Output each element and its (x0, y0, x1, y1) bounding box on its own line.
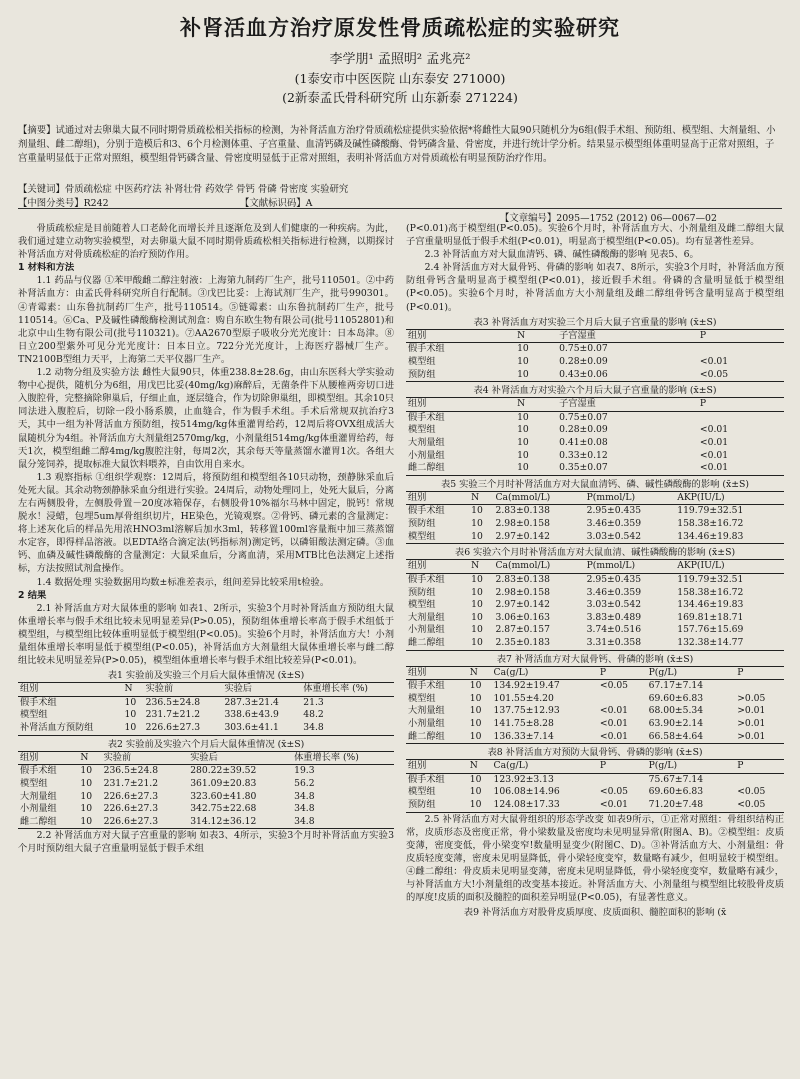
paragraph: 2.5 补肾活血方对大鼠骨组织的形态学改变 如表9所示，①正常对照组：骨组织结构正常，皮质形态及密度正常，骨小梁数量及密度均未见明显异常(附图A、B)。②模型组：皮质变薄，密度变低，骨小梁变窄!数量明显变少(附图C、D)。③补肾活血方大、小剂量组：骨皮质轻度变薄，密度未见明显降低，骨小梁轻度变窄，数量略有减少，但明显较于模型组。④雌二醇组：骨皮质未见明显变薄，密度未见明显降低，骨小梁轻度变窄，数量略有减少，与补肾活血方大!小剂量组的改变基本接近。补肾活血方大、小剂量组与模型组比较股骨皮质的厚度!皮质的面积及髓腔的面积差异明显(P<0.05)，有显著性意义。 (406, 813, 784, 904)
table-cell: 303.6±41.1 (224, 722, 279, 734)
table-cell: 预防组 (408, 368, 436, 380)
table-cell: 10 (471, 586, 483, 598)
table-cell: 3.06±0.163 (495, 611, 550, 623)
table-cell: 10 (469, 786, 482, 798)
column-header: Ca(g/L) (493, 760, 529, 772)
abstract: 【摘要】试通过对去卵巢大鼠不同时期骨质疏松相关指标的检测，为补肾活血方治疗骨质疏松症提供实验依据*将雌性大鼠90只随机分为6组(假手术组、预防组、模型组、大剂量组、小剂量组、雌二醇组)，分别于造模后和3、6个月检测体重、子宫重量、血清钙磷及碱性磷酸酶、骨钙磷含量、骨密度，并进行统计学分析。结果显示模型组体重明显高于正常对照组，子宫重量明显低于正常对照组，模型组骨钙磷含量、骨密度明显低于正常对照组，表明补肾活血方对骨质疏松有明显预防治疗作用。 (18, 125, 776, 164)
table-cell: 68.00±5.34 (648, 705, 704, 717)
table-cell: 361.09±20.83 (190, 777, 257, 789)
table-cell: 假手术组 (20, 696, 57, 708)
paper-title: 补肾活血方治疗原发性骨质疏松症的实验研究 (180, 16, 620, 40)
table-row (406, 799, 784, 812)
table-row (406, 573, 784, 586)
table-cell: 模型组 (20, 709, 48, 721)
table-cell: 10 (471, 624, 483, 636)
table-cell: 0.33±0.12 (559, 449, 608, 461)
table-cell: <0.01 (699, 437, 729, 448)
affiliation-2: (2新泰孟氏骨科研究所 山东新泰 271224) (282, 90, 518, 105)
table-cell: 0.75±0.07 (559, 411, 608, 423)
keywords: 【关键词】骨质疏松症 中医药疗法 补肾壮骨 药效学 骨钙 骨磷 骨密度 实验研究 (18, 184, 349, 195)
table-cell: 0.35±0.07 (559, 462, 608, 474)
column-header: Ca(g/L) (493, 666, 529, 678)
column-header: 组别 (408, 560, 427, 572)
table-cell: <0.01 (599, 730, 629, 742)
table-cell: 大剂量组 (20, 790, 57, 802)
table-cell: 157.76±15.69 (677, 624, 744, 636)
table-cell: 10 (469, 680, 482, 692)
table-row (406, 411, 784, 424)
column-header: 组别 (408, 760, 427, 772)
table-cell: 2.87±0.157 (495, 624, 550, 636)
column-header: P(g/L) (648, 760, 678, 772)
column-header: 实验后 (190, 751, 218, 763)
column-header: 实验前 (103, 751, 132, 763)
table-cell: 2.95±0.435 (586, 573, 642, 585)
table-cell: 226.6±27.3 (145, 722, 201, 734)
table-row (406, 462, 784, 475)
table-cell: 10 (469, 692, 482, 704)
paragraph: 骨质疏松症是目前随着人口老龄化而增长并且逐渐危及到人们健康的一种疾病。为此，我们通过建立动物实验模型，对去卵巢大鼠不同时期骨质疏松相关指标进行检测，以期探讨补肾活血方对骨质疏松症的治疗预防作用。 (18, 223, 394, 261)
table-cell: 137.75±12.93 (493, 705, 560, 717)
table-header-row (406, 560, 784, 574)
table-cell: 75.67±7.14 (648, 773, 704, 785)
column-header: 组别 (408, 666, 427, 678)
column-header: 实验前 (145, 683, 174, 695)
table-cell: <0.01 (599, 717, 629, 729)
column-header: 体重增长率 (%) (294, 751, 359, 763)
table-cell: 124.08±17.33 (493, 799, 560, 811)
column-header: N (469, 760, 478, 772)
table-cell: 假手术组 (408, 343, 445, 355)
table-cell: 323.60±41.80 (190, 790, 257, 802)
table-cell: 模型组 (408, 692, 436, 704)
table-header-row (18, 751, 394, 765)
column-header: P(mmol/L) (586, 491, 636, 503)
table-cell: 假手术组 (20, 765, 57, 777)
table-cell: <0.01 (699, 462, 729, 474)
table-cell (698, 343, 784, 356)
table-row (406, 505, 784, 518)
table-cell: 2.95±0.435 (586, 505, 642, 517)
table-row (406, 437, 784, 450)
table-cell: 287.3±21.4 (224, 696, 279, 708)
article-number: 【文章编号】2095—1752 (2012) 06—0067—02 (500, 213, 717, 224)
column-header: N (471, 491, 480, 503)
table-cell: 模型组 (408, 786, 436, 798)
column-header: 实验后 (224, 683, 252, 695)
table-caption: 表8 补肾活血方对预防大鼠骨钙、骨磷的影响 (x̄±S) (487, 747, 703, 759)
table-cell: <0.05 (737, 786, 766, 798)
table-cell: 314.12±36.12 (190, 815, 257, 827)
table-row (18, 816, 394, 829)
table-row (406, 424, 784, 437)
table-header-row (406, 760, 784, 774)
table-cell: 10 (469, 730, 482, 742)
table-cell: 10 (471, 530, 483, 542)
table-row (406, 450, 784, 463)
column-header: P (737, 760, 744, 772)
table-cell: 34.8 (294, 790, 315, 802)
table-cell: 226.6±27.3 (103, 790, 159, 802)
table-caption: 表6 实验六个月时补肾活血方对大鼠血清、碱性磷酸酶的影响 (x̄±S) (454, 547, 736, 559)
paragraph: 1.4 数据处理 实验数据用均数±标准差表示，组间差异比较采用t检验。 (36, 576, 330, 588)
column-header: P (599, 760, 607, 772)
table-cell: 10 (469, 705, 482, 717)
table-cell: 模型组 (408, 424, 436, 436)
authors: 李学朋¹ 孟照明² 孟兆亮² (329, 52, 471, 67)
table-cell: 10 (517, 355, 529, 367)
table-cell: 小剂量组 (408, 449, 445, 461)
column-header: 组别 (20, 751, 39, 763)
section-heading: 2 结果 (18, 589, 47, 601)
column-header: P(mmol/L) (586, 560, 636, 572)
table-cell: 假手术组 (408, 573, 445, 585)
table-cell: 158.38±16.72 (677, 586, 744, 598)
table-cell: 预防组 (408, 586, 436, 598)
paragraph: 2.3 补肾活血方对大鼠血清钙、磷、碱性磷酸酶的影响 见表5、6。 (424, 249, 699, 261)
table-cell: 10 (517, 368, 529, 380)
table-cell: 169.81±18.71 (677, 611, 744, 623)
table-cell: 10 (471, 505, 483, 517)
table-row (406, 773, 784, 786)
table-cell: 2.98±0.158 (495, 586, 550, 598)
table-cell: 假手术组 (408, 505, 445, 517)
table-cell: 10 (80, 790, 93, 802)
document-code: 【文献标识码】A (240, 198, 313, 209)
table-cell: 123.92±3.13 (493, 773, 554, 785)
table-caption: 表9 补肾活血方对股骨皮质厚度、皮质面积、髓腔面积的影响 (x̄ (463, 907, 727, 919)
table-cell: 236.5±24.8 (103, 765, 159, 777)
table-row (406, 718, 784, 731)
affiliation-1: (1泰安市中医医院 山东泰安 271000) (294, 71, 506, 86)
table-cell: 10 (80, 777, 93, 789)
table-cell: 2.35±0.183 (495, 636, 550, 648)
table-cell: 10 (471, 573, 483, 585)
table-cell: 10 (80, 803, 93, 815)
table-cell: 假手术组 (408, 680, 445, 692)
table-cell: 10 (471, 599, 483, 611)
table-cell: 小剂量组 (408, 624, 445, 636)
table-row (18, 709, 394, 722)
table-cell: 3.74±0.516 (586, 624, 642, 636)
table-caption: 表2 实验前及实验六个月后大鼠体重情况 (x̄±S) (107, 738, 305, 750)
table-row (406, 612, 784, 625)
table-cell: 342.75±22.68 (190, 803, 257, 815)
table-cell: 231.7±21.2 (145, 709, 201, 721)
table-cell: 141.75±8.28 (493, 717, 554, 729)
table-cell: 10 (517, 449, 529, 461)
table-cell: 119.79±32.51 (677, 573, 744, 585)
table-cell (598, 773, 647, 786)
table-cell: <0.05 (599, 786, 629, 798)
table-cell: 71.20±7.48 (648, 799, 704, 811)
table-cell: 10 (517, 343, 529, 355)
table-cell: 48.2 (303, 709, 324, 721)
table-row (406, 599, 784, 612)
table-cell: 大剂量组 (408, 705, 445, 717)
table-header-row (406, 491, 784, 505)
table-cell: <0.05 (599, 680, 629, 692)
table-row (406, 624, 784, 637)
table-cell: 0.75±0.07 (559, 343, 608, 355)
column-header: N (469, 666, 478, 678)
column-header: AKP(IU/L) (677, 491, 725, 503)
table-row (406, 693, 784, 706)
table-cell: 假手术组 (408, 411, 445, 423)
column-header: 体重增长率 (%) (303, 683, 369, 695)
column-header: 组别 (20, 683, 39, 695)
table-cell: 226.6±27.3 (103, 815, 159, 827)
table-cell: 10 (471, 518, 483, 530)
table-cell: 2.83±0.138 (495, 573, 550, 585)
table-row (406, 705, 784, 718)
table-cell: 10 (517, 411, 529, 423)
table-cell: 0.28±0.09 (559, 355, 608, 367)
table-cell: 3.31±0.358 (586, 636, 642, 648)
table-cell: 236.5±24.8 (145, 696, 201, 708)
table-cell: 10 (517, 424, 529, 436)
table-cell: 补肾活血方预防组 (20, 722, 94, 734)
column-header: Ca(mmol/L) (495, 560, 551, 572)
table-cell: 10 (80, 765, 93, 777)
table-cell: 10 (469, 773, 482, 785)
table-header-row (406, 398, 784, 412)
table-row (406, 518, 784, 531)
table-cell: 136.33±7.14 (493, 730, 554, 742)
table-cell: 226.6±27.3 (103, 803, 159, 815)
table-cell: >0.01 (737, 705, 766, 717)
table-cell: 101.55±4.20 (493, 692, 554, 704)
table-cell: 10 (471, 636, 483, 648)
table-row (406, 637, 784, 650)
table-cell: 10 (517, 437, 529, 448)
table-cell: 预防组 (408, 518, 436, 530)
table-cell: 0.28±0.09 (559, 424, 608, 436)
table-row (406, 531, 784, 544)
table-cell: 119.79±32.51 (677, 505, 744, 517)
column-header: 组别 (408, 329, 427, 341)
table-cell: 0.43±0.06 (559, 368, 608, 380)
table-caption: 表4 补肾活血方对实验六个月后大鼠子宫重量的影响 (x̄±S) (473, 385, 717, 397)
table-row (406, 587, 784, 600)
column-header: P (699, 398, 707, 410)
table-row (18, 696, 394, 709)
column-header: N (124, 683, 133, 695)
table-cell: 雌二醇组 (408, 730, 445, 742)
table-cell: 34.8 (294, 803, 315, 815)
table-cell: 模型组 (408, 530, 436, 542)
table-cell: 预防组 (408, 799, 436, 811)
table-cell: 338.6±43.9 (224, 709, 279, 721)
table-row (406, 731, 784, 744)
paragraph: 1.3 观察指标 ①组织学观察：12周后，将预防组和模型组各10只动物，颈静脉采血后处死大鼠。其余动物颈静脉采血分组进行实验。24周后，动物处理同上，处死大鼠后，分离左右两侧股骨，左侧股骨置－20度冰箱保存，右侧股骨10%福尔马林中固定，脱钙！常规脱水！浸蜡，包埋5um厚骨组织切片，HE染色，光镜观察。②骨钙、磷元素的含量测定：将上述灰化后的样品先用浓HNO3ml溶解后加水3ml，转移置100ml容量瓶中加三蒸蒸馏水定容，即得样品溶液。以EDTA络合滴定法(钙指标剂)测定钙，以磷钼酸法测定磷。③血钙、血磷及碱性磷酸酶的含量测定：大鼠采血后，分离血清，采用MTB比色法测定上述指标，方法按照试剂盒操作。 (18, 471, 394, 575)
data-table (18, 751, 394, 830)
table-cell: 假手术组 (408, 773, 445, 785)
column-header: N (80, 751, 89, 763)
table-cell: 34.8 (303, 722, 324, 734)
table-cell: 63.90±2.14 (648, 717, 704, 729)
table-cell: 0.41±0.08 (559, 437, 608, 448)
table-cell: 雌二醇组 (20, 815, 57, 827)
table-row (406, 680, 784, 693)
paragraph: 1.2 动物分组及实验方法 雌性大鼠90只，体重238.8±28.6g，由山东医科大学实验动物中心提供，随机分为6组，用戊巴比妥(40mg/kg)麻醉后，无菌条件下从腰椎两旁切口进入腹腔骨，完整摘除卵巢后，仔细止血，逐层缝合，作为切除卵巢组，即模型组。其余10只同法进入腹腔后，切除一段小肠系膜，止血缝合，作为假手术组。手术后常规双抗治疗3天，其中一组为补肾活血方预防组，按514mg/kg体重灌胃给药，12周后将OVX组成活大鼠随机分为4组。补肾活血方大剂量组2570mg/kg，小剂量组514mg/kg体重灌胃给药，每天1次，模型组雌二醇4mg/kg腹腔注射，每周2次，其余每天等量蒸馏水灌胃1次。各组大鼠分笼饲养，提取标准大鼠饮料喂养，自由饮用自来水。 (18, 367, 394, 470)
table-cell: >0.01 (737, 717, 766, 729)
table-cell: 10 (124, 722, 137, 734)
data-table (406, 759, 784, 812)
paragraph: 2.2 补肾活血方对大鼠子宫重量的影响 如表3、4所示，实验3个月时补肾活血方实验3个月时预防组大鼠子宫重量明显低于假手术组 (18, 830, 394, 855)
table-cell: 10 (80, 815, 93, 827)
column-header: 组别 (408, 398, 427, 410)
table-cell: 134.92±19.47 (493, 680, 560, 692)
table-cell: 大剂量组 (408, 437, 445, 448)
table-cell (598, 693, 647, 706)
paragraph: 2.1 补肾活血方对大鼠体重的影响 如表1、2所示，实验3个月时补肾活血方预防组大鼠体重增长率与假手术组比较未见明显差异(P>0.05)，预防组体重增长率高于假手术组低于模型组，与模型组比较体重明显低于模型组(P<0.05)。实验6个月时，补肾活血方大！小剂量组体重增长率明显低于模型组(P<0.05)，补肾活血方大剂量组大鼠体重增长率与雌二醇组比较未见明显差异(P>0.05)，模型组体重增长率与假手术组比较差异(P<0.01)。 (18, 602, 394, 667)
column-header: P(g/L) (648, 666, 678, 678)
table-cell: 小剂量组 (20, 803, 57, 815)
table-cell: 10 (124, 709, 137, 721)
column-header: N (517, 398, 526, 410)
table-cell: 10 (469, 799, 482, 811)
table-row (406, 369, 784, 382)
table-caption: 表3 补肾活血方对实验三个月后大鼠子宫重量的影响 (x̄±S) (473, 316, 717, 328)
table-row (18, 803, 394, 816)
table-cell: 2.83±0.138 (495, 505, 550, 517)
table-cell: 3.83±0.489 (586, 611, 642, 623)
data-table (406, 329, 784, 382)
table-cell: 小剂量组 (408, 717, 445, 729)
table-cell: 69.60±6.83 (648, 692, 704, 704)
table-row (406, 786, 784, 799)
divider (18, 208, 782, 209)
column-header: P (737, 666, 744, 678)
table-cell: 21.3 (303, 696, 324, 708)
table-header-row (18, 683, 394, 697)
data-table (406, 559, 784, 650)
table-cell: 56.2 (294, 777, 315, 789)
table-cell: 158.38±16.72 (677, 518, 744, 530)
table-cell: 69.60±6.83 (648, 786, 704, 798)
table-cell: 19.3 (294, 765, 315, 777)
table-caption: 表5 实验三个月时补肾活血方对大鼠血清钙、磷、碱性磷酸酶的影响 (x̄±S) (440, 478, 750, 490)
table-cell: <0.01 (699, 424, 729, 436)
table-cell: <0.01 (699, 355, 729, 367)
table-caption: 表1 实验前及实验三个月后大鼠体重情况 (x̄±S) (107, 670, 305, 682)
table-cell: 67.17±7.14 (648, 680, 704, 692)
data-table (406, 666, 784, 745)
table-row (406, 343, 784, 356)
table-row (18, 765, 394, 778)
table-cell: 2.98±0.158 (495, 518, 550, 530)
table-cell: 106.08±14.96 (493, 786, 560, 798)
table-header-row (406, 329, 784, 343)
table-cell: 231.7±21.2 (103, 777, 159, 789)
column-header: N (471, 560, 480, 572)
table-cell: >0.05 (737, 692, 766, 704)
data-table (406, 397, 784, 476)
table-cell: 132.38±14.77 (677, 636, 744, 648)
table-cell: <0.01 (599, 705, 629, 717)
table-cell: 10 (469, 717, 482, 729)
table-cell: <0.05 (737, 799, 766, 811)
table-cell: 10 (517, 462, 529, 474)
column-header: 组别 (408, 491, 427, 503)
table-cell: 2.97±0.142 (495, 599, 550, 611)
table-cell: 3.03±0.542 (586, 599, 642, 611)
table-cell: 66.58±4.64 (648, 730, 704, 742)
table-cell (735, 773, 784, 786)
column-header: AKP(IU/L) (677, 560, 725, 572)
column-header: Ca(mmol/L) (495, 491, 551, 503)
data-table (406, 491, 784, 544)
right-column (406, 222, 784, 919)
table-cell (735, 680, 784, 693)
column-header: N (517, 329, 526, 341)
table-cell: 雌二醇组 (408, 462, 445, 474)
table-cell: 280.22±39.52 (190, 765, 257, 777)
clc-number: 【中图分类号】R242 (18, 198, 109, 209)
table-cell: 134.46±19.83 (677, 599, 744, 611)
column-header: P (699, 329, 707, 341)
column-header: 子宫湿重 (559, 329, 596, 341)
column-header: P (599, 666, 607, 678)
table-cell: >0.01 (737, 730, 766, 742)
table-cell: 10 (471, 611, 483, 623)
data-table (18, 682, 394, 735)
section-heading: 1 材料和方法 (18, 262, 75, 274)
table-cell: 134.46±19.83 (677, 530, 744, 542)
table-cell (698, 411, 784, 424)
table-row (18, 722, 394, 735)
table-cell: 2.97±0.142 (495, 530, 550, 542)
left-column (18, 222, 394, 856)
table-row (406, 356, 784, 369)
table-cell: 大剂量组 (408, 611, 445, 623)
table-row (18, 778, 394, 791)
table-cell: 10 (124, 696, 137, 708)
table-row (18, 791, 394, 804)
table-cell: 3.46±0.359 (586, 586, 642, 598)
table-cell: 模型组 (408, 599, 436, 611)
table-caption: 表7 补肾活血方对大鼠骨钙、骨磷的影响 (x̄±S) (496, 653, 694, 665)
paragraph: (P<0.01)高于模型组(P<0.05)。实验6个月时，补肾活血方大、小剂量组及雌二醇组大鼠子宫重量明显低于假手术组(P<0.01)，明显高于模型组(P<0.05)。均有显著性差异。 (406, 223, 784, 248)
table-cell: 3.03±0.542 (586, 530, 642, 542)
paragraph: 1.1 药品与仪器 ①苯甲酸雌二醇注射液：上海第九制药厂生产，批号110501。②中药补肾活血方：由孟氏骨科研究所自行配制。③戊巴比妥：上海试剂厂生产，批号990301。④青霉素：山东鲁抗制药厂生产，批号110514。⑤链霉素：山东鲁抗制药厂生产，批号110514。⑥Ca、P及碱性磷酸酶检测试剂盒：购自东欧生物有限公司(批号11052801)和北京中山生物有限公司(批号110321)。⑦AA2670型原子吸收分光光度计：日本岛津。⑧日立200型紫外可见分光光度计：日本日立。722分光光度计，上海医疗器械厂生产。TN2100B型组力天平，上海第二天平仪器厂生产。 (18, 275, 394, 365)
table-cell: 34.8 (294, 815, 315, 827)
table-cell: 3.46±0.359 (586, 518, 642, 530)
table-cell: <0.05 (699, 368, 729, 380)
paragraph: 2.4 补肾活血方对大鼠骨钙、骨磷的影响 如表7、8所示，实验3个月时，补肾活血方预防组骨钙含量明显高于模型组(P<0.01)，接近假手术组。骨磷的含量明显低于模型组(P<0.05)。实验6个月时，补肾活血方大小剂量组及雌二醇组骨钙含量明显高于模型组(P<0.01)。 (406, 262, 784, 313)
table-header-row (406, 666, 784, 680)
table-cell: <0.01 (699, 449, 729, 461)
table-cell: 雌二醇组 (408, 636, 445, 648)
column-header: 子宫湿重 (559, 398, 596, 410)
table-cell: 模型组 (408, 355, 436, 367)
table-cell: 模型组 (20, 777, 48, 789)
table-cell: <0.01 (599, 799, 629, 811)
